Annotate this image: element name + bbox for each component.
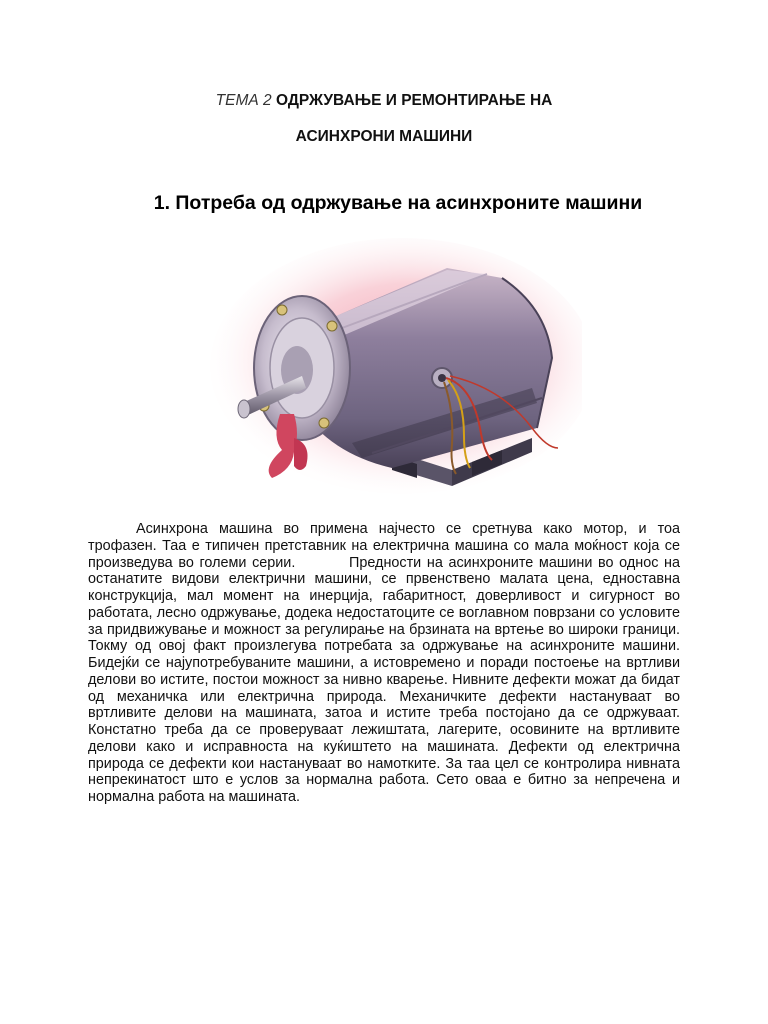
topic-title-line-1: [0, 92, 768, 110]
topic-title-text: ОДРЖУВАЊЕ И РЕМОНТИРАЊЕ НА: [275, 92, 553, 109]
paragraph-1-text: Асинхрона машина во примена најчесто се сретнува како мотор, и тоа трофазен. Таа е типичен претставник на електрична машина со мала моќност која се произведува во големи серии.: [88, 521, 680, 571]
body-paragraph: [88, 521, 680, 806]
electric-motor-icon: [202, 238, 582, 500]
topic-prefix: ТЕМА 2: [215, 92, 272, 109]
topic-title-line-2: АСИНХРОНИ МАШИНИ: [295, 128, 473, 145]
section-heading: 1. Потреба од одржување на асинхроните машини: [153, 192, 643, 214]
paragraph-2-text: Предности на асинхроните машини во однос на останатите видови електрични машини, се првенствено малата цена, едноставна конструкција, мал момент на инерција, габаритност, доверливост и сигурност во работата, лесно одржување, додека недостатоците се воглавном поврзани со условите за придвижување и можност за регулирање на брзината на вртење во широки граници. Токму од овој факт произлегува потребата за одржување на асинхроните машини. Бидејќи се најупотребуваните машини, а истовремено и поради постоење на вртливи делови во истите, постои можност за нивно кварење. Нивните дефекти можат да бидат од механичка или електрична природа. Механичките дефекти настануваат во вртливите делови на машината, затоа и истите треба постојано да се одржуваат. Констатно треба да се проверуваат лежиштата, лагерите, осовините на вртливите делови како и исправноста на куќиштето на машината. Дефекти од електрична природа се дефекти кои настануваат во намотките. За таа цел се контролира нивната непрекинатост што е услов за нормална работа. Сето оваа е битно за непречена и нормална работа на машината.: [88, 554, 680, 805]
electric-motor-illustration: [202, 238, 582, 500]
